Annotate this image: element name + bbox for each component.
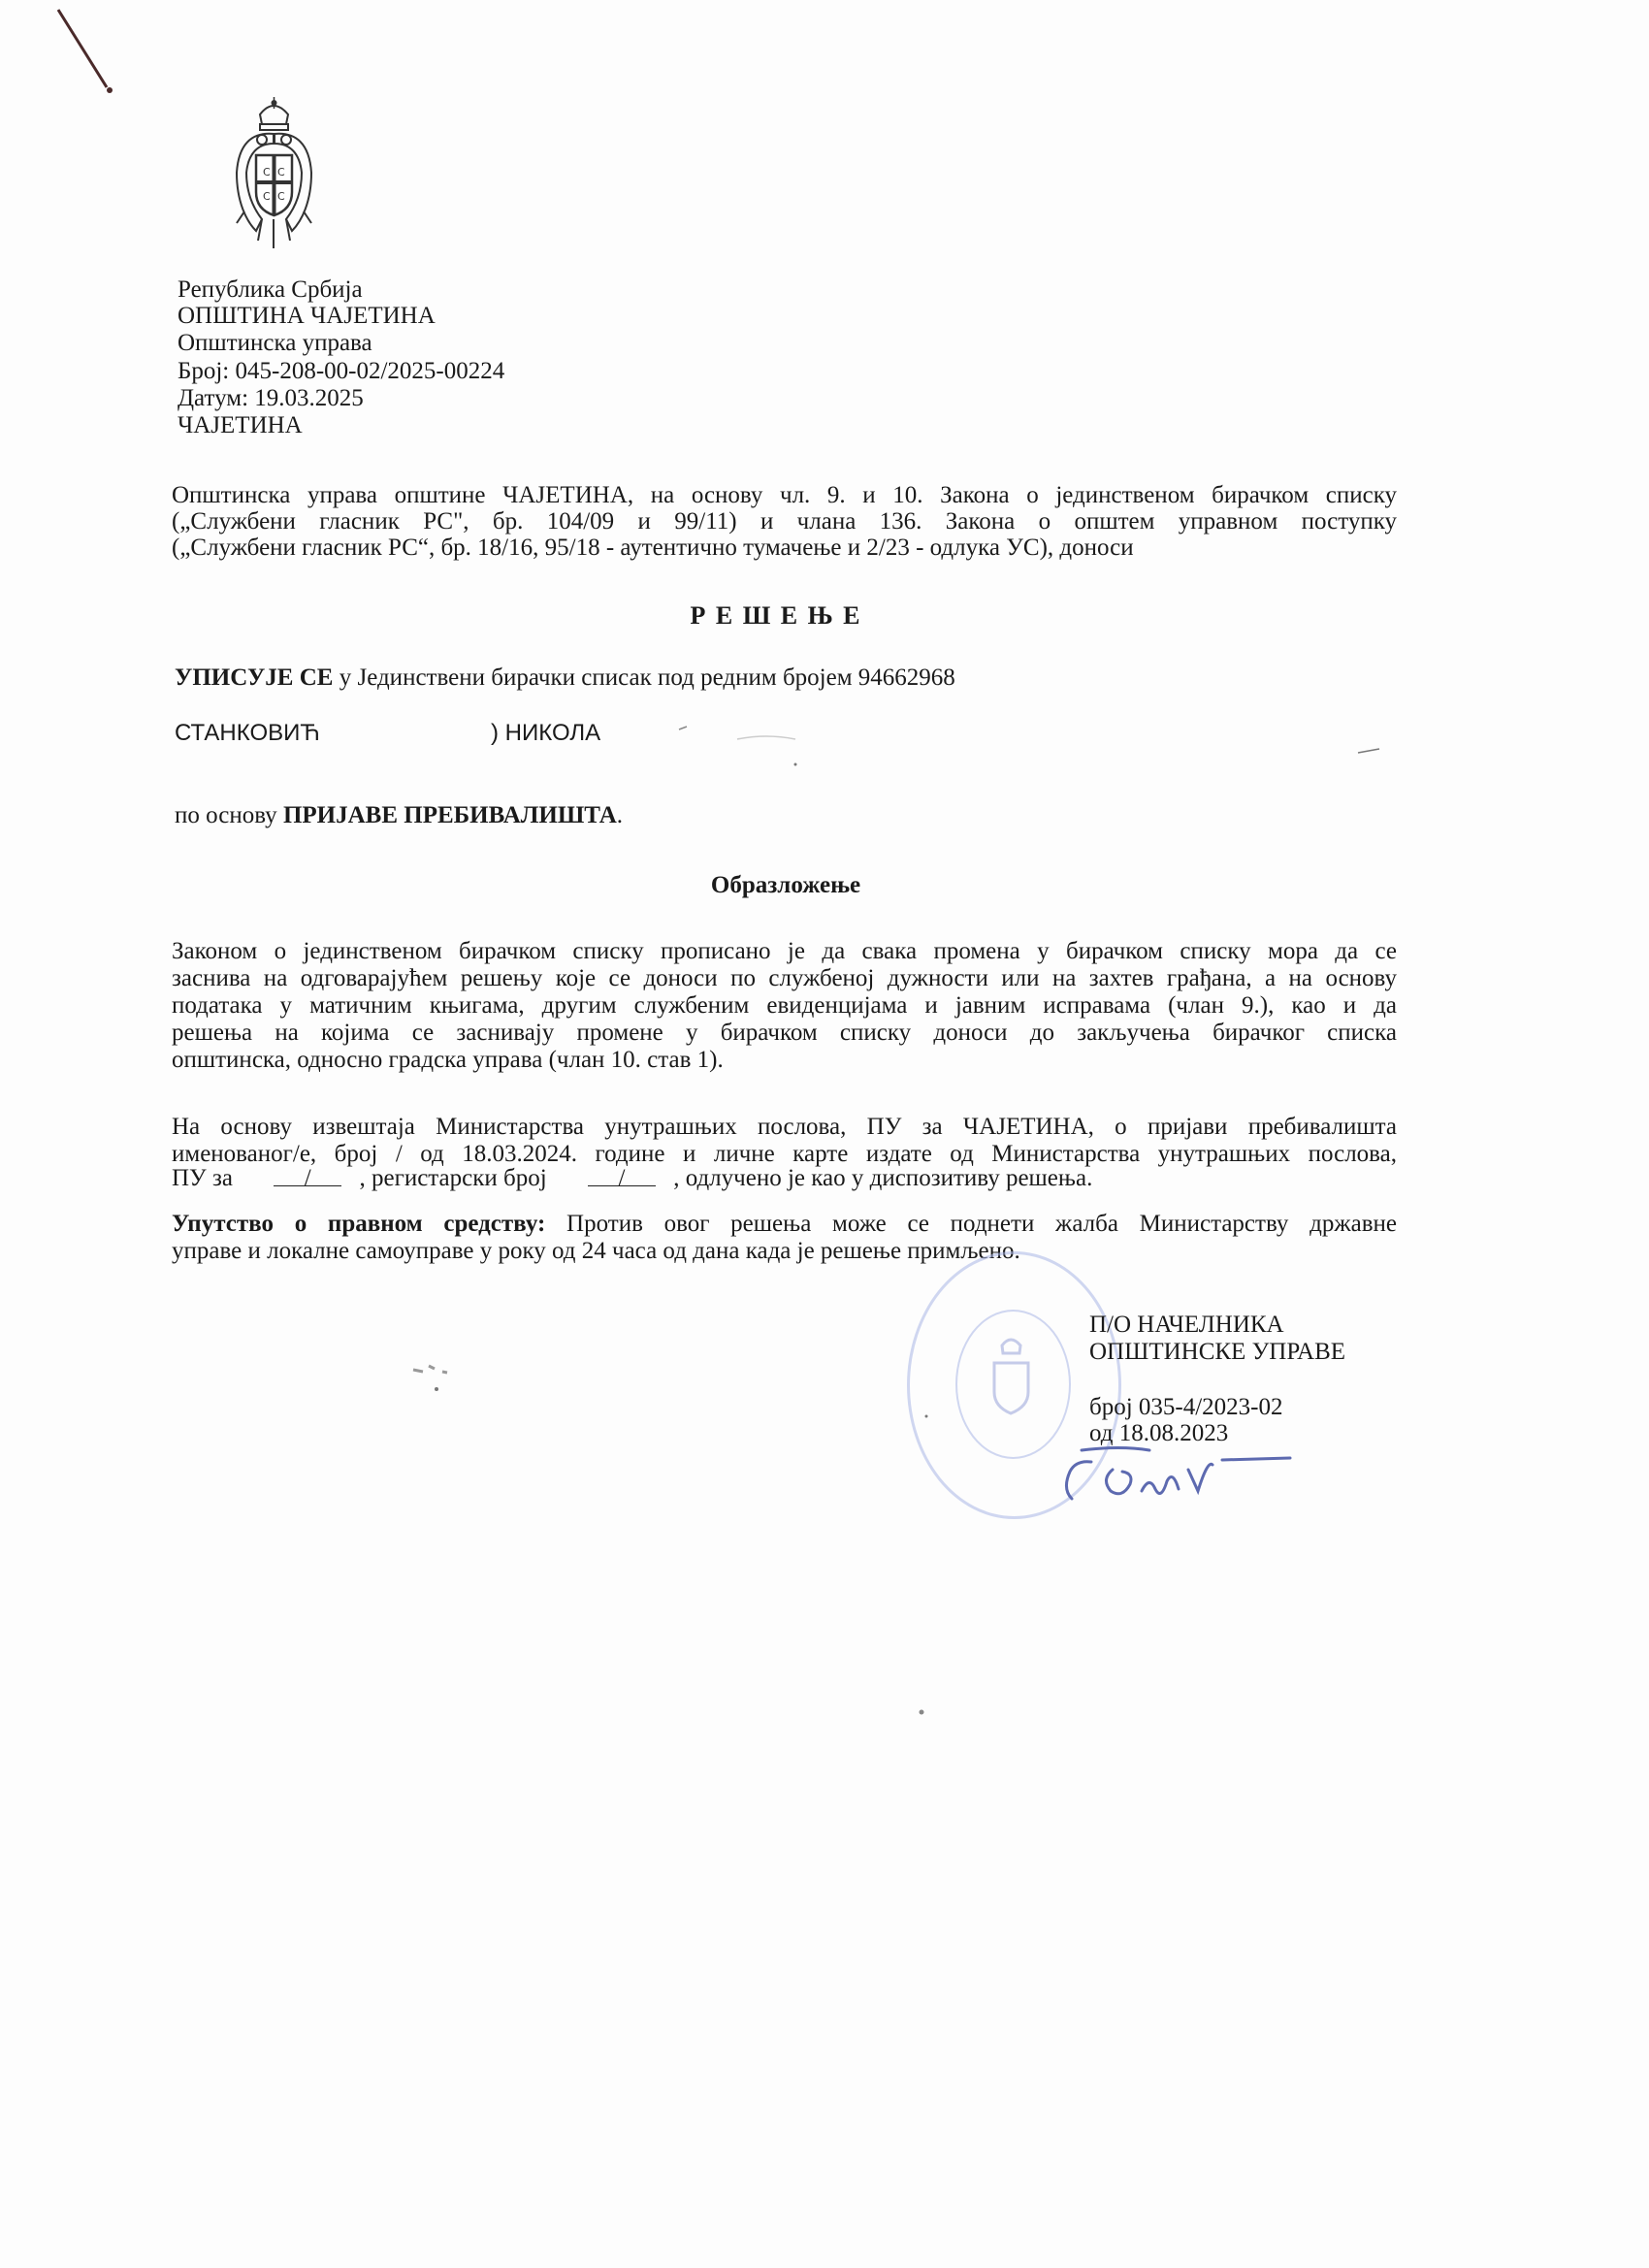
svg-text:С: С <box>277 166 285 178</box>
pin-mark <box>53 5 121 97</box>
preamble-line-2: („Службени гласник РС", бр. 104/09 и 99/11) и члана 136. Закона о општем управном поступку <box>172 508 1397 535</box>
signature-line-1: П/О НАЧЕЛНИКА <box>1089 1312 1284 1338</box>
scan-marks <box>621 718 1397 776</box>
preamble-line-3: („Службени гласник РС“, бр. 18/16, 95/18 - аутентично тумачење и 2/23 - одлука УС), доноси <box>172 535 1134 561</box>
blank-registration-number: / <box>588 1164 656 1186</box>
blank-police-unit: / <box>274 1164 341 1186</box>
svg-text:С: С <box>263 190 271 203</box>
signature-line-3: број 035-4/2023-02 <box>1089 1394 1283 1420</box>
decision-person-surname: СТАНКОВИЋ <box>175 720 320 746</box>
svg-text:С: С <box>263 166 271 178</box>
header-date: Датум: 19.03.2025 <box>178 385 364 411</box>
header-country: Република Србија <box>178 276 363 303</box>
reasoning-p1-line-3: података у матичним књигама, другим службеним евиденцијама и јавним исправама (члан 9.), као и да <box>172 992 1397 1019</box>
header-number: Број: 045-208-00-02/2025-00224 <box>178 358 505 384</box>
decision-text: у Јединствени бирачки списак под редним бројем 94662968 <box>333 664 955 691</box>
header-city: ЧАЈЕТИНА <box>178 412 303 438</box>
decision-basis-type: ПРИЈАВЕ ПРЕБИВАЛИШТА <box>282 802 617 828</box>
header-office: Општинска управа <box>178 330 372 356</box>
decision-verb: УПИСУЈЕ СЕ <box>175 664 334 691</box>
document-title: Р Е Ш Е Њ Е <box>690 601 862 630</box>
reasoning-title: Образложење <box>710 872 861 898</box>
decision-line <box>175 664 955 693</box>
reasoning-p1-line-1: Законом о јединственом бирачком списку прописано је да свака промена у бирачком списку мора да се <box>172 938 1397 964</box>
handwritten-signature <box>1052 1431 1305 1518</box>
reasoning-p2-line-1: На основу извештаја Министарства унутрашњих послова, ПУ за ЧАЈЕТИНА, о пријави пребивалишта <box>172 1114 1397 1140</box>
reasoning-p2-line-2: именованог/е, број / од 18.03.2024. године и личне карте издате од Министарства унутрашњих послова, <box>172 1141 1397 1167</box>
reasoning-p2-line-3: ПУ за / , регистарски број / , одлучено је као у диспозитиву решења. <box>172 1165 1093 1191</box>
reasoning-p1-line-5: општинска, односно градска управа (члан 10. став 1). <box>172 1047 724 1073</box>
decision-basis: по основу ПРИЈАВЕ ПРЕБИВАЛИШТА. <box>175 802 624 828</box>
reasoning-p1-line-2: заснива на одговарајућем решењу које се доноси по службеној дужности или на захтев грађана, а на основу <box>172 965 1397 991</box>
signature-line-4: од 18.08.2023 <box>1089 1420 1229 1446</box>
signature-line-2: ОПШТИНСКЕ УПРАВЕ <box>1089 1339 1346 1365</box>
header-municipality: ОПШТИНА ЧАЈЕТИНА <box>178 303 436 329</box>
remedy-line-1: Упутство о правном средству: Против овог решења може се поднети жалба Министарству државне <box>172 1211 1397 1237</box>
svg-text:С: С <box>277 190 285 203</box>
reasoning-p1-line-4: решења на којима се заснивају промене у бирачком списку доноси до закључења бирачког списка <box>172 1020 1397 1046</box>
serbian-coat-of-arms-icon <box>233 95 315 252</box>
remedy-heading: Упутство о правном средству: <box>172 1211 546 1237</box>
decision-person-name: ) НИКОЛА <box>491 720 601 746</box>
preamble-line-1: Општинска управа општине ЧАЈЕТИНА, на основу чл. 9. и 10. Закона о јединственом бирачком списку <box>172 482 1397 508</box>
remedy-line-2: управе и локалне самоуправе у року од 24 часа од дана када је решење примљено. <box>172 1238 1020 1264</box>
scan-speckles <box>407 1358 1086 1727</box>
